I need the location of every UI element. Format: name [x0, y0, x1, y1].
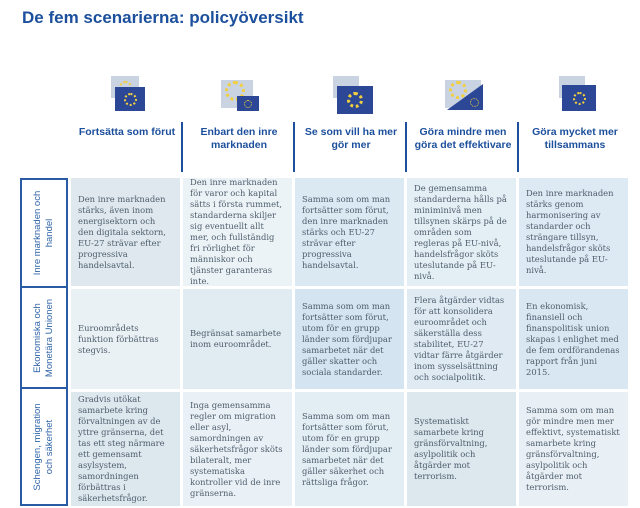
- table-cell: De gemensamma standarderna hålls på miniminivå men tillsynen skärps på de områden som regleras på EU-nivå, handelsfrågor sköts uteslutande på EU-nivå.: [407, 178, 516, 286]
- scenario-header-row: [71, 76, 631, 172]
- table-cell: Begränsat samarbete inom euroområdet.: [183, 289, 292, 389]
- table-cell: Systematiskt samarbete kring gränsförvaltning, asylpolitik och åtgärder mot terrorism.: [407, 392, 516, 506]
- scenario-column-1: [71, 76, 183, 172]
- row-label-single-market: Inre marknaden och handel: [22, 180, 66, 288]
- table-cell: Euroområdets funktion förbättras stegvis.: [71, 289, 180, 389]
- eu-flag-more-do-more-icon: [329, 76, 373, 116]
- eu-flag-carry-on-icon: [105, 76, 149, 116]
- header-divider: [181, 122, 183, 172]
- table-cell: Samma som om man fortsätter som förut, den inre marknaden stärks och EU-27 strävar efter progressiva handelsavtal.: [295, 178, 404, 286]
- scenario-column-4: [407, 76, 519, 172]
- table-cell: Den inre marknaden stärks, även inom energisektorn och den digitala sektorn, EU-27 strävar efter progressiva handelsavtal.: [71, 178, 180, 286]
- scenario-label: Enbart den inre marknaden: [200, 126, 278, 151]
- row-label-column: [20, 178, 68, 506]
- scenario-label: Se som vill ha mer gör mer: [304, 126, 398, 151]
- table-cell: Samma som om man gör mindre men mer effektivt, systematiskt samarbete kring gränsförvaltning, asylpolitik och åtgärder mot terrorism.: [519, 392, 628, 506]
- table-cell: En ekonomisk, finansiell och finanspolitisk union skapas i enlighet med de fem ordförandenas rapport från juni 2015.: [519, 289, 628, 389]
- scenario-column-2: [183, 76, 295, 172]
- scenario-column-5: [519, 76, 631, 172]
- table-cell: Den inre marknaden för varor och kapital sätts i första rummet, standarderna skiljer sig eventuellt allt mer, och fullständig fri rörlighet för människor och tjänster garanteras inte.: [183, 178, 292, 286]
- eu-flag-less-efficient-icon: [441, 76, 485, 116]
- row-label-emu: Ekonomiska och Monetära Unionen: [22, 288, 66, 389]
- scenario-label: Göra mindre men göra det effektivare: [414, 126, 512, 151]
- triangle-star-ring: [470, 98, 479, 107]
- table-cell: Den inre marknaden stärks genom harmonisering av standarder och strängare tillsyn, handelsfrågor sköts uteslutande på EU-nivå.: [519, 178, 628, 286]
- table-cell: Inga gemensamma regler om migration eller asyl, samordningen av säkerhetsfrågor sköts bilateralt, mer systematiska kontroller vid de inre gränserna.: [183, 392, 292, 506]
- header-divider: [405, 122, 407, 172]
- table-cell: Flera åtgärder vidtas för att konsolidera euroområdet och säkerställa dess stabilitet, EU-27 vidtar färre åtgärder inom sysselsättning och socialpolitik.: [407, 289, 516, 389]
- table-cell: Gradvis utökat samarbete kring förvaltningen av de yttre gränserna, det tas ett steg närmare ett gemensamt asylsystem, samordningen förbättras i säkerhetsfrågor.: [71, 392, 180, 506]
- table-cell: Samma som om man fortsätter som förut, utom för en grupp länder som fördjupar samarbetet när det gäller säkerhet och rättsliga frågor.: [295, 392, 404, 506]
- scenario-label: Göra mycket mer tillsammans: [532, 126, 618, 151]
- page-title: De fem scenarierna: policyöversikt: [22, 8, 304, 27]
- policy-table: [20, 178, 640, 506]
- eu-flag-single-market-icon: [217, 76, 261, 116]
- scenario-label: Fortsätta som förut: [78, 126, 176, 138]
- scenario-column-3: [295, 76, 407, 172]
- row-label-schengen: Schengen, migration och säkerhet: [32, 402, 55, 491]
- eu-flag-much-more-icon: [553, 76, 597, 116]
- table-cell: Samma som om man fortsätter som förut, utom för en grupp länder som fördjupar samarbetet när det gäller skatter och sociala standarder.: [295, 289, 404, 389]
- policy-cells-grid: [71, 178, 628, 506]
- header-divider: [293, 122, 295, 172]
- header-divider: [517, 122, 519, 172]
